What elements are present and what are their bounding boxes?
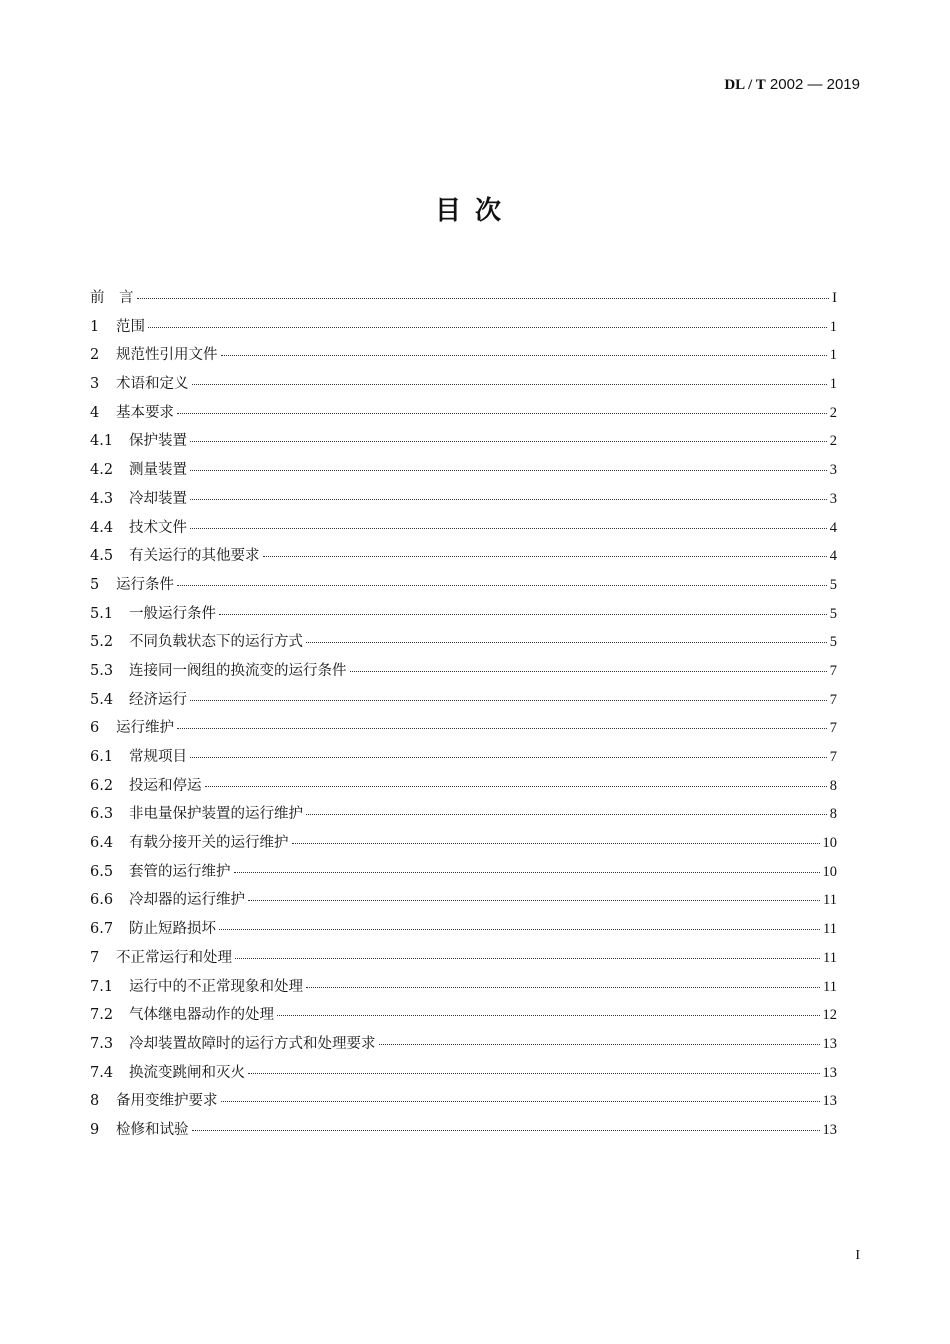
- toc-entry-page: 12: [822, 1007, 837, 1024]
- toc-entry-label: 一般运行条件: [129, 605, 216, 622]
- toc-entry-page: 8: [829, 777, 837, 794]
- toc-entry-page: 1: [829, 347, 837, 364]
- toc-dot-leader: [190, 528, 827, 529]
- toc-entry-page: 13: [822, 1121, 837, 1138]
- toc-dot-leader: [306, 814, 827, 815]
- toc-entry-number: 4.4: [90, 519, 114, 536]
- toc-entry[interactable]: [90, 1061, 837, 1090]
- document-header: [724, 76, 860, 94]
- toc-dot-leader: [221, 1101, 820, 1102]
- toc-entry-label: 规范性引用文件: [116, 347, 218, 364]
- toc-entry-number: 4.2: [90, 462, 114, 479]
- toc-entry-number: 7.1: [90, 978, 114, 995]
- toc-dot-leader: [306, 987, 820, 988]
- toc-dot-leader: [234, 872, 820, 873]
- toc-entry-label: 范围: [116, 318, 145, 335]
- toc-entry-page: 2: [829, 433, 837, 450]
- toc-dot-leader: [248, 1073, 820, 1074]
- toc-entry-label: 气体继电器动作的处理: [129, 1007, 274, 1024]
- toc-entry-label: 前 言: [90, 290, 134, 306]
- toc-dot-leader: [277, 1015, 820, 1016]
- toc-entry-number: 7.2: [90, 1007, 114, 1024]
- toc-entry-label: 技术文件: [129, 519, 187, 536]
- toc-entry-page: 7: [829, 749, 837, 765]
- toc-entry[interactable]: [90, 888, 837, 917]
- toc-entry-page: 11: [823, 921, 837, 938]
- toc-dot-leader: [190, 700, 827, 701]
- toc-entry-number: 4: [90, 404, 100, 421]
- toc-entry-label: 冷却装置故障时的运行方式和处理要求: [129, 1035, 376, 1052]
- toc-entry[interactable]: [90, 630, 837, 659]
- standard-code-prefix: DL / T: [724, 77, 766, 93]
- toc-dot-leader: [190, 441, 827, 442]
- toc-entry-page: 4: [829, 519, 837, 536]
- toc-entry-page: 7: [829, 691, 837, 708]
- toc-entry-page: 7: [829, 662, 837, 679]
- toc-entry[interactable]: [90, 1032, 837, 1061]
- toc-entry[interactable]: [90, 975, 837, 1004]
- toc-entry-number: 5.4: [90, 691, 114, 708]
- toc-entry-label: 不同负载状态下的运行方式: [129, 634, 303, 651]
- toc-entry-label: 术语和定义: [116, 376, 189, 393]
- toc-entry-label: 套管的运行维护: [129, 863, 231, 880]
- toc-entry-number: 5.3: [90, 662, 114, 679]
- toc-entry-number: 5.1: [90, 605, 114, 622]
- toc-entry-label: 防止短路损坏: [129, 921, 216, 938]
- toc-entry-number: 7.4: [90, 1064, 114, 1081]
- toc-dot-leader: [221, 355, 827, 356]
- toc-entry-page: 5: [829, 634, 837, 651]
- toc-entry-number: 4.3: [90, 490, 114, 507]
- toc-dot-leader: [205, 786, 827, 787]
- toc-dot-leader: [177, 585, 827, 586]
- toc-entry-page: 1: [829, 376, 837, 393]
- toc-entry[interactable]: [90, 1118, 837, 1147]
- toc-entry[interactable]: [90, 516, 837, 545]
- toc-entry-page: 10: [822, 863, 837, 880]
- toc-entry-label: 测量装置: [129, 462, 187, 479]
- toc-entry-page: 5: [829, 605, 837, 622]
- toc-entry[interactable]: [90, 1089, 837, 1118]
- toc-entry-number: 2: [90, 347, 100, 364]
- toc-entry-page: 11: [823, 949, 837, 966]
- toc-entry-number: 6.5: [90, 863, 114, 880]
- toc-entry-label: 运行维护: [116, 720, 174, 737]
- toc-entry-number: 6: [90, 720, 100, 737]
- toc-entry[interactable]: [90, 659, 837, 688]
- toc-dot-leader: [137, 298, 830, 299]
- toc-entry[interactable]: [90, 544, 837, 573]
- toc-entry-label: 常规项目: [129, 749, 187, 765]
- toc-entry-page: 13: [822, 1093, 837, 1110]
- toc-entry[interactable]: [90, 946, 837, 975]
- toc-entry[interactable]: [90, 573, 837, 602]
- toc-dot-leader: [177, 728, 827, 729]
- toc-entry-label: 有载分接开关的运行维护: [129, 835, 289, 852]
- toc-entry[interactable]: [90, 315, 837, 344]
- toc-entry-number: 7: [90, 949, 100, 966]
- toc-entry-page: 11: [823, 892, 837, 909]
- toc-dot-leader: [263, 556, 827, 557]
- toc-entry[interactable]: [90, 372, 837, 401]
- toc-dot-leader: [219, 614, 827, 615]
- toc-dot-leader: [292, 843, 820, 844]
- toc-entry-label: 运行中的不正常现象和处理: [129, 978, 303, 995]
- toc-entry-number: 3: [90, 376, 100, 393]
- toc-entry-label: 不正常运行和处理: [116, 949, 232, 966]
- toc-entry-number: 5: [90, 576, 100, 593]
- toc-entry[interactable]: [90, 487, 837, 516]
- toc-dot-leader: [177, 413, 827, 414]
- toc-entry-label: 备用变维护要求: [116, 1093, 218, 1110]
- page-number: I: [855, 1248, 860, 1263]
- toc-entry-label: 有关运行的其他要求: [129, 548, 260, 565]
- toc-entry[interactable]: [90, 860, 837, 889]
- toc-entry[interactable]: [90, 1003, 837, 1032]
- toc-entry-page: 11: [823, 978, 837, 995]
- toc-entry-number: 4.5: [90, 548, 114, 565]
- toc-entry[interactable]: [90, 716, 837, 745]
- toc-entry[interactable]: [90, 401, 837, 430]
- toc-dot-leader: [192, 1130, 820, 1131]
- toc-dot-leader: [379, 1044, 820, 1045]
- toc-entry-number: 1: [90, 318, 100, 335]
- toc-entry-page: 7: [829, 720, 837, 737]
- toc-entry[interactable]: [90, 831, 837, 860]
- toc-entry-number: 7.3: [90, 1035, 114, 1052]
- toc-entry-label: 换流变跳闸和灭火: [129, 1064, 245, 1081]
- toc-entry-number: 6.4: [90, 835, 114, 852]
- page-title: 目次: [434, 196, 515, 226]
- toc-entry[interactable]: [90, 429, 837, 458]
- toc-entry[interactable]: [90, 917, 837, 946]
- toc-entry-page: 3: [829, 490, 837, 507]
- toc-entry[interactable]: [90, 774, 837, 803]
- toc-entry-label: 冷却器的运行维护: [129, 892, 245, 909]
- toc-entry-number: 6.3: [90, 806, 114, 823]
- toc-entry-page: 8: [829, 806, 837, 823]
- toc-entry-number: 4.1: [90, 433, 114, 450]
- toc-entry[interactable]: [90, 458, 837, 487]
- toc-dot-leader: [350, 671, 827, 672]
- toc-entry-label: 运行条件: [116, 576, 174, 593]
- toc-entry[interactable]: [90, 286, 837, 315]
- toc-entry-page: 4: [829, 548, 837, 565]
- toc-entry-label: 检修和试验: [116, 1121, 189, 1138]
- toc-entry-number: 8: [90, 1093, 100, 1110]
- toc-entry-page: 1: [829, 318, 837, 335]
- table-of-contents: [90, 286, 837, 1147]
- toc-entry-label: 冷却装置: [129, 490, 187, 507]
- toc-dot-leader: [219, 929, 820, 930]
- standard-code-number: 2002 — 2019: [769, 76, 860, 93]
- toc-entry-number: 5.2: [90, 634, 114, 651]
- toc-entry-label: 保护装置: [129, 433, 187, 450]
- toc-entry-number: 6.7: [90, 921, 114, 938]
- toc-entry-number: 6.6: [90, 892, 114, 909]
- toc-dot-leader: [192, 384, 827, 385]
- toc-entry-page: 13: [822, 1035, 837, 1052]
- toc-entry[interactable]: [90, 688, 837, 717]
- toc-entry-number: 9: [90, 1121, 100, 1138]
- toc-entry-label: 非电量保护装置的运行维护: [129, 806, 303, 823]
- toc-entry-page: 3: [829, 462, 837, 479]
- toc-dot-leader: [235, 958, 820, 959]
- toc-dot-leader: [248, 900, 820, 901]
- toc-entry-number: 6.2: [90, 777, 114, 794]
- toc-entry-page: 5: [829, 576, 837, 593]
- toc-entry[interactable]: [90, 802, 837, 831]
- toc-entry-label: 连接同一阀组的换流变的运行条件: [129, 662, 347, 679]
- toc-entry-page: 13: [822, 1064, 837, 1081]
- toc-dot-leader: [190, 499, 827, 500]
- toc-entry-page: I: [832, 290, 837, 306]
- toc-dot-leader: [190, 757, 827, 758]
- toc-entry[interactable]: [90, 602, 837, 631]
- toc-entry-label: 经济运行: [129, 691, 187, 708]
- toc-entry-page: 10: [822, 835, 837, 852]
- toc-entry[interactable]: [90, 745, 837, 774]
- toc-dot-leader: [190, 470, 827, 471]
- toc-entry-label: 投运和停运: [129, 777, 202, 794]
- toc-entry-label: 基本要求: [116, 404, 174, 421]
- toc-dot-leader: [306, 642, 827, 643]
- toc-entry[interactable]: [90, 343, 837, 372]
- toc-entry-number: 6.1: [90, 749, 114, 765]
- toc-entry-page: 2: [829, 404, 837, 421]
- toc-dot-leader: [148, 327, 827, 328]
